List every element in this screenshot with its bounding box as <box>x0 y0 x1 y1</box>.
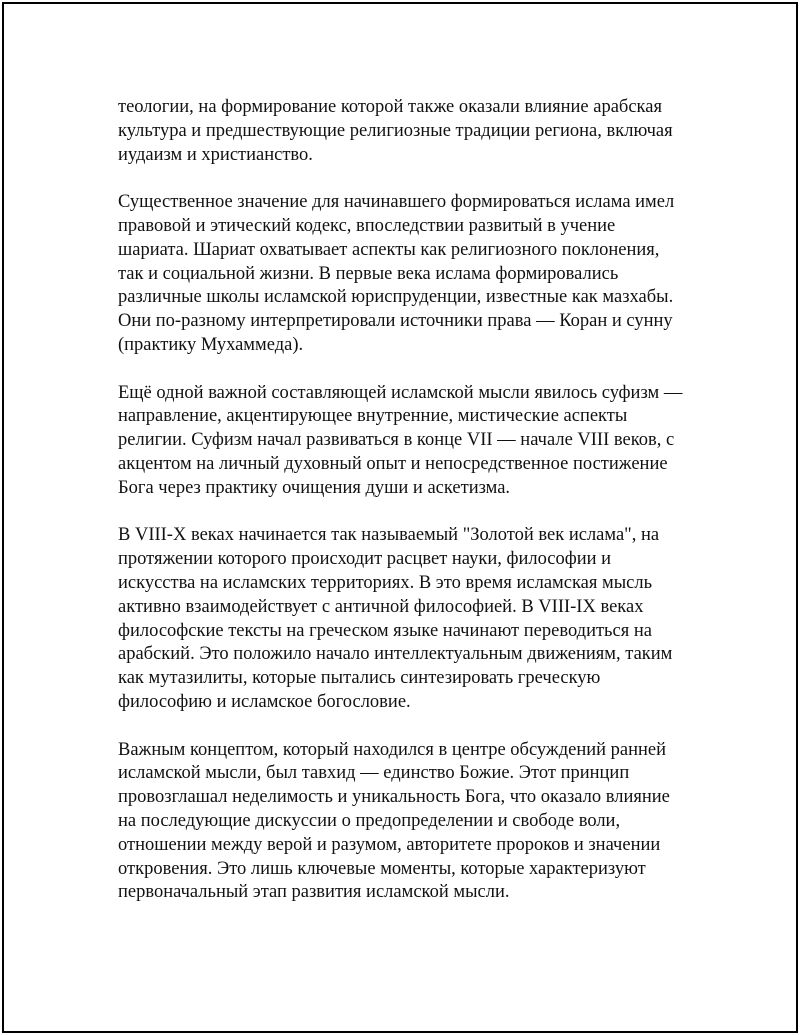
text-line: В VIII-X веках начинается так называемый "Золотой век ислама", на <box>118 525 660 546</box>
text-line: различные школы исламской юриспруденции, известные как мазхабы. <box>118 287 674 308</box>
text-line: активно взаимодействует с античной философией. В VIII-IX веках <box>118 596 644 617</box>
text-line: так и социальной жизни. В первые века ислама формировались <box>118 263 619 284</box>
text-line: правовой и этический кодекс, впоследствии развитый в учение <box>118 215 616 236</box>
text-line: теологии, на формирование которой также оказали влияние арабская <box>118 97 662 117</box>
text-line: арабский. Это положило начало интеллектуальным движениям, таким <box>118 644 673 665</box>
text-line: отношении между верой и разумом, авторитете пророков и значении <box>118 834 661 855</box>
text-line: протяжении которого происходит расцвет науки, философии и <box>118 549 612 570</box>
text-line: первоначальный этап развития исламской мысли. <box>118 882 510 903</box>
text-line: Важным концептом, который находился в центре обсуждений ранней <box>118 739 667 760</box>
paragraph-5 <box>118 739 688 906</box>
text-line: иудаизм и христианство. <box>118 144 313 165</box>
text-line: философские тексты на греческом языке начинают переводиться на <box>118 620 652 641</box>
text-line: Существенное значение для начинавшего формироваться ислама имел <box>118 192 675 213</box>
text-line: на последующие дискуссии о предопределении и свободе воли, <box>118 810 621 831</box>
text-line: шариата. Шариат охватывает аспекты как религиозного поклонения, <box>118 239 660 260</box>
paragraph-3 <box>118 382 688 501</box>
text-line: откровения. Это лишь ключевые моменты, которые характеризуют <box>118 858 646 879</box>
paragraph-1 <box>118 96 688 167</box>
text-line: искусства на исламских территориях. В это время исламская мысль <box>118 572 653 593</box>
text-line: исламской мысли, был тавхид — единство Божие. Этот принцип <box>118 763 630 784</box>
text-line: Бога через практику очищения души и аскетизма. <box>118 477 511 498</box>
text-line: философию и исламское богословие. <box>118 691 411 712</box>
text-line: провозглашал неделимость и уникальность Бога, что оказало влияние <box>118 787 670 808</box>
paragraph-4 <box>118 524 688 714</box>
document-body <box>118 96 688 905</box>
text-line: культура и предшествующие религиозные традиции региона, включая <box>118 120 673 141</box>
text-line: (практику Мухаммеда). <box>118 334 304 355</box>
text-line: Ещё одной важной составляющей исламской мысли явилось суфизм — <box>118 382 683 403</box>
text-line: религии. Суфизм начал развиваться в конце VII — начале VIII веков, с <box>118 430 675 451</box>
text-line: как мутазилиты, которые пытались синтезировать греческую <box>118 668 601 689</box>
paragraph-2 <box>118 191 688 358</box>
text-line: акцентом на личный духовный опыт и непосредственное постижение <box>118 453 668 474</box>
text-line: направление, акцентирующее внутренние, мистические аспекты <box>118 406 628 427</box>
text-line: Они по-разному интерпретировали источники права — Коран и сунну <box>118 311 673 332</box>
